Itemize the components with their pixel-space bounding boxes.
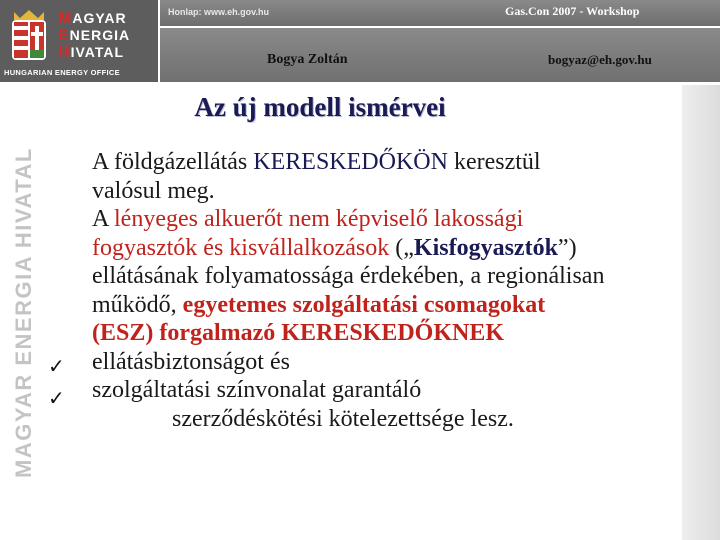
conference-name: Gas.Con 2007 - Workshop xyxy=(505,4,640,18)
body-line-1: A földgázellátás KERESKEDŐKÖN keresztül xyxy=(92,149,541,175)
body-line-7: (ESZ) forgalmazó KERESKEDŐKNEK xyxy=(92,320,505,346)
body-line-5: ellátásának folyamatossága érdekében, a regionálisan xyxy=(92,263,605,289)
logo-subtitle: HUNGARIAN ENERGY OFFICE xyxy=(4,68,120,77)
slide-body xyxy=(92,148,692,433)
body-line-3: A lényeges alkuerőt nem képviselő lakossági xyxy=(92,206,524,232)
checkmark-icon: ✓ xyxy=(48,354,65,378)
checkmark-icon: ✓ xyxy=(48,386,65,410)
coat-of-arms-icon xyxy=(6,8,52,68)
bullet-1: ellátásbiztonságot és xyxy=(92,348,290,375)
side-watermark xyxy=(8,135,36,485)
homepage-link[interactable]: Honlap: www.eh.gov.hu xyxy=(168,7,269,17)
body-line-10: szerződéskötési kötelezettsége lesz. xyxy=(172,405,514,432)
office-logo xyxy=(0,0,158,82)
author-email[interactable]: bogyaz@eh.gov.hu xyxy=(548,52,652,67)
body-line-4: fogyasztók és kisvállalkozások („Kisfogyasztók”) xyxy=(92,234,577,261)
side-watermark-text: MAGYAR ENERGIA HIVATAL xyxy=(11,147,36,478)
slide-title: Az új modell ismérvei xyxy=(194,92,446,122)
body-line-6: működő, egyetemes szolgáltatási csomagokat xyxy=(92,291,546,318)
body-line-2: valósul meg. xyxy=(92,177,215,204)
header-subbar xyxy=(160,28,720,82)
header-bar xyxy=(160,0,720,26)
logo-wordmark: MAGYAR ENERGIA HIVATAL xyxy=(58,10,131,61)
author-name: Bogya Zoltán xyxy=(267,52,348,67)
bullet-2: szolgáltatási színvonalat garantáló xyxy=(92,377,422,403)
slide-header xyxy=(0,0,720,85)
